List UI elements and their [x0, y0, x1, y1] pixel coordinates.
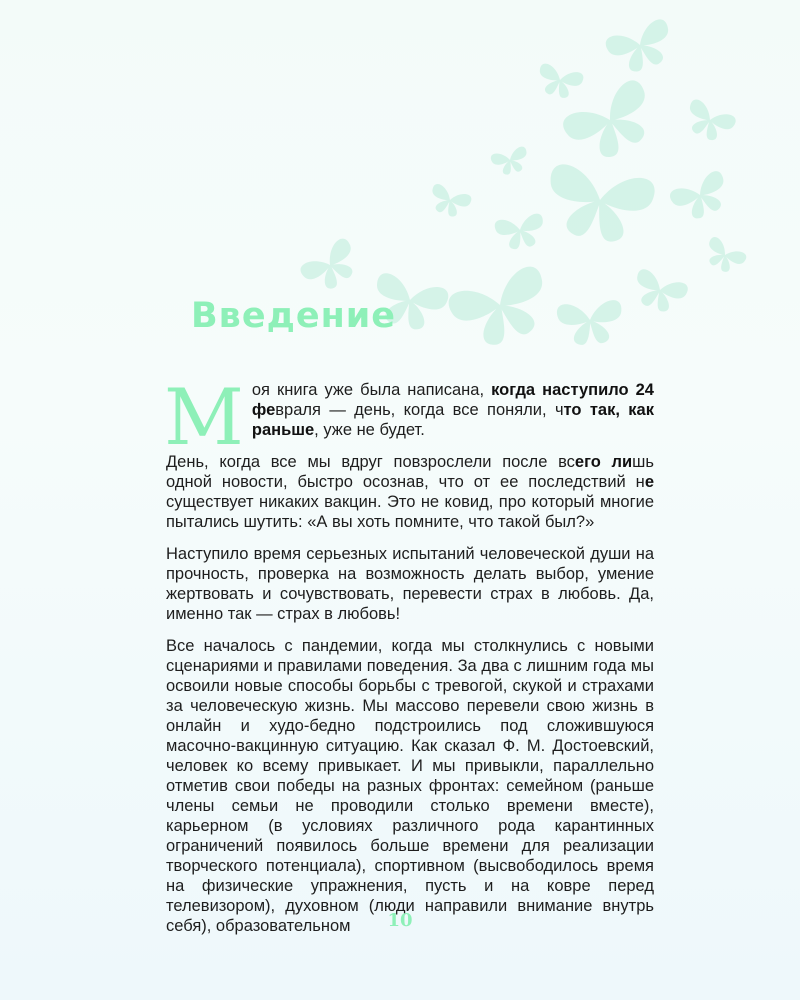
butterfly-icon [559, 77, 665, 171]
butterflies-decoration [0, 0, 800, 420]
butterfly-icon [629, 267, 690, 317]
chapter-text [164, 373, 654, 948]
butterfly-icon [445, 263, 558, 355]
butterfly-icon [556, 299, 624, 346]
page-number: 10 [387, 910, 413, 931]
paragraph-4: Все началось с пандемии, когда мы столкнулись с новыми сценариями и правилами поведения. За два с лишним года мы освоили новые способы борьбы с тревогой, скукой и страхами за человеческую жизнь. Мы массово перевели свою жизнь в онлайн и худо-бедно подстроились под сложившуюся масочно-вакцинную ситуацию. Как сказал Ф. М. Достоевский, человек ко всему привыкает. И мы привыкли, параллельно отметив свои победы на разных фронтах: семейном (раньше члены семьи не проводили столько времени вместе), карьерном (в условиях различного рода карантинных ограничений появилось больше времени для реализации творческого потенциала), спортивном (высвободилось время на физические упражнения, пусть и на ковре перед телевизором), духовном (люди направили внимание внутрь себя), образовательном [166, 637, 654, 935]
butterfly-icon [494, 213, 547, 252]
paragraph-3: Наступило время серьезных испытаний человеческой души на прочность, проверка на возможность делать выбор, умение жертвовать и сочувствовать, перевести страх в любовь. Да, именно так — страх в любовь! [166, 545, 654, 623]
butterfly-icon [490, 146, 531, 178]
highlighted-text: когда наступило 24 фе [251, 381, 654, 419]
highlighted-text: е [644, 473, 654, 491]
drop-cap: М [164, 373, 244, 463]
butterfly-icon [426, 183, 473, 221]
butterfly-icon [542, 162, 657, 247]
highlighted-text: его ли [574, 453, 633, 471]
butterfly-icon [534, 62, 584, 101]
butterfly-icon [680, 98, 737, 147]
paragraph-2: День, когда все мы вдруг повзрослели после всего лишь одной новости, быстро осознав, что от ее последствий не существует никаких вакцин. Это не ковид, про который многие пытались шутить: «А вы хоть помните, что такой был?» [166, 453, 654, 531]
highlighted-text: то так, как раньше [251, 401, 654, 439]
butterfly-icon [700, 235, 748, 278]
butterfly-icon [604, 17, 679, 79]
chapter-heading: Введение [191, 296, 397, 336]
butterfly-icon [298, 236, 365, 298]
paragraph-1: Моя книга уже была написана, когда наступило 24 февраля — день, когда все поняли, что так, как раньше, уже не будет. [164, 373, 654, 463]
butterfly-icon [668, 169, 735, 226]
